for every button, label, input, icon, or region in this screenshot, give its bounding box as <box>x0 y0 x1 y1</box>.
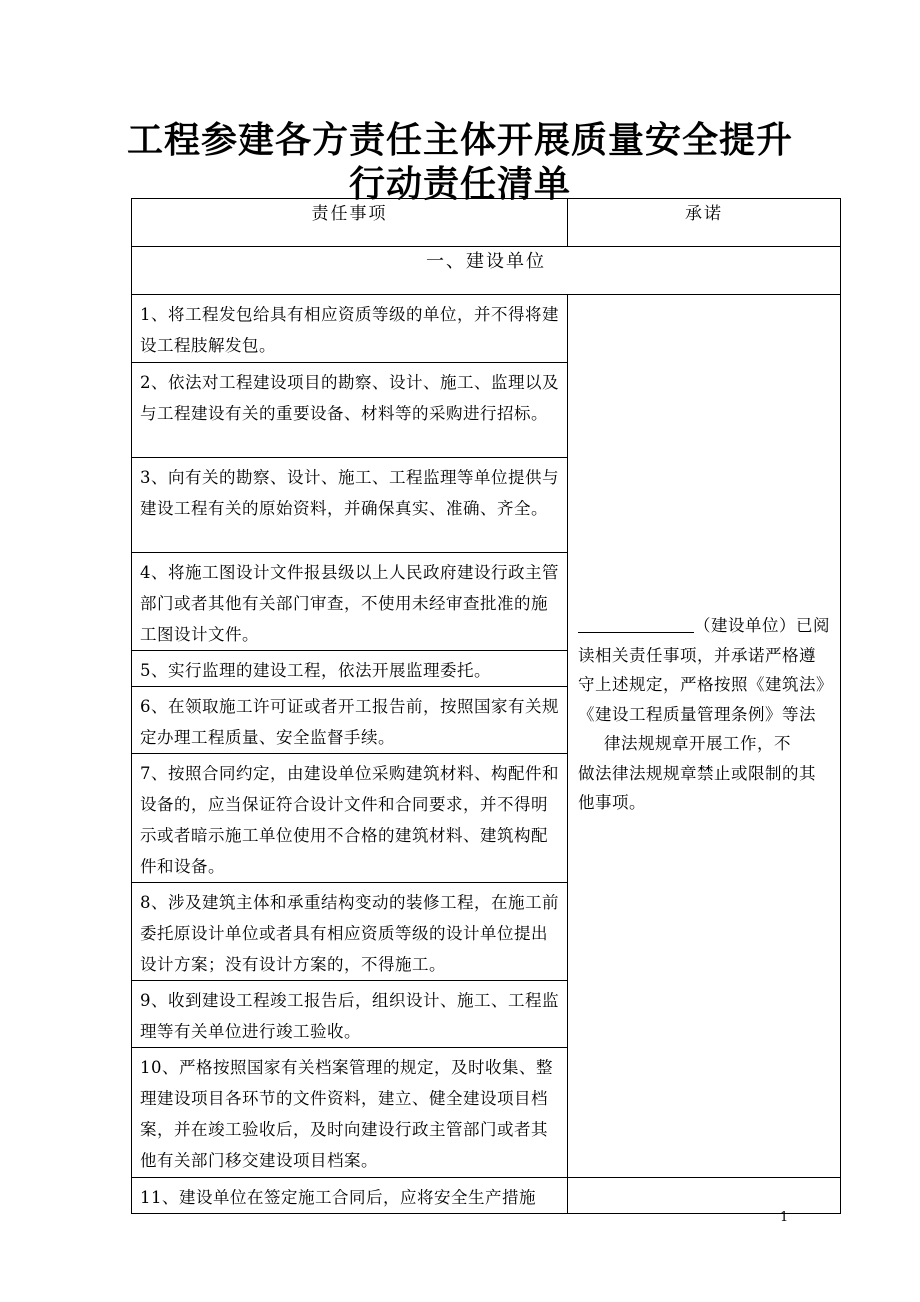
item-2: 2、依法对工程建设项目的勘察、设计、施工、监理以及与工程建设有关的重要设备、材料等的采购进行招标。 <box>132 363 568 458</box>
promise-cell <box>568 295 841 1178</box>
document-title-line2: 行动责任清单 <box>348 164 571 205</box>
header-responsibility: 责任事项 <box>132 199 568 247</box>
header-promise: 承诺 <box>568 199 841 247</box>
table-row <box>132 1178 841 1214</box>
section-construction-unit: 一、建设单位 <box>132 247 841 295</box>
item-11: 11、建设单位在签定施工合同后，应将安全生产措施 <box>132 1178 568 1214</box>
promise-line2: 律法规规章开展工作，不 <box>604 734 791 753</box>
promise-line1: （建设单位）已阅读相关责任事项，并承诺严格遵守上述规定，严格按照《建筑法》《建设工程质量管理条例》等法 <box>578 616 830 724</box>
item-1: 1、将工程发包给具有相应资质等级的单位，并不得将建设工程肢解发包。 <box>132 295 568 363</box>
item-3: 3、向有关的勘察、设计、施工、工程监理等单位提供与建设工程有关的原始资料，并确保真实、准确、齐全。 <box>132 458 568 553</box>
signature-blank <box>578 614 694 633</box>
item-7: 7、按照合同约定，由建设单位采购建筑材料、构配件和设备的，应当保证符合设计文件和合同要求，并不得明示或者暗示施工单位使用不合格的建筑材料、建筑构配件和设备。 <box>132 754 568 883</box>
item-8: 8、涉及建筑主体和承重结构变动的装修工程，在施工前委托原设计单位或者具有相应资质等级的设计单位提出设计方案；没有设计方案的，不得施工。 <box>132 883 568 981</box>
page-number: 1 <box>780 1210 789 1225</box>
item-6: 6、在领取施工许可证或者开工报告前，按照国家有关规定办理工程质量、安全监督手续。 <box>132 687 568 754</box>
document-title-line1: 工程参建各方责任主体开展质量安全提升 <box>126 120 793 161</box>
table-row <box>132 295 841 363</box>
table-header-row <box>132 199 841 247</box>
responsibility-table <box>131 198 841 1214</box>
promise-line3: 做法律法规规章禁止或限制的其他事项。 <box>578 763 816 812</box>
promise-text <box>568 611 840 818</box>
item-4: 4、将施工图设计文件报县级以上人民政府建设行政主管部门或者其他有关部门审查，不使用未经审查批准的施工图设计文件。 <box>132 553 568 651</box>
item-5: 5、实行监理的建设工程，依法开展监理委托。 <box>132 651 568 687</box>
promise-cell-empty <box>568 1178 841 1214</box>
section-row <box>132 247 841 295</box>
item-10: 10、严格按照国家有关档案管理的规定，及时收集、整理建设项目各环节的文件资料，建立、健全建设项目档案，并在竣工验收后，及时向建设行政主管部门或者其他有关部门移交建设项目档案。 <box>132 1048 568 1178</box>
item-9: 9、收到建设工程竣工报告后，组织设计、施工、工程监理等有关单位进行竣工验收。 <box>132 981 568 1048</box>
